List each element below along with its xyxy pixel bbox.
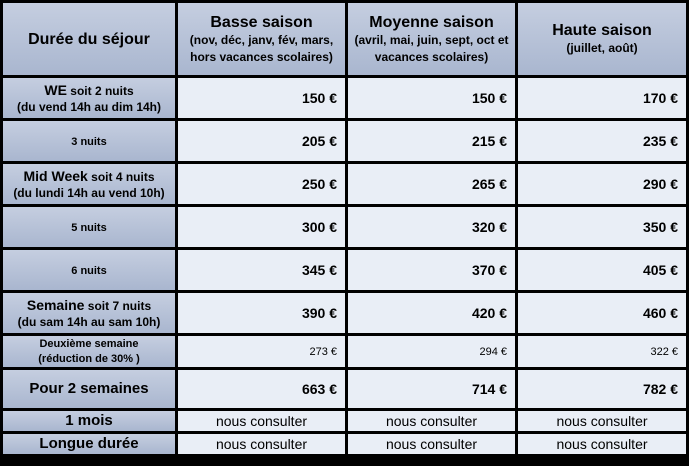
row-label: 6 nuits [3,250,175,290]
header-low-season: Basse saison (nov, déc, janv, fév, mars, hors vacances scolaires) [178,3,345,75]
row-label: Semaine soit 7 nuits (du sam 14h au sam 10h) [3,293,175,333]
header-mid-season: Moyenne saison (avril, mai, juin, sept, oct et vacances scolaires) [348,3,515,75]
price-low: 273 € [178,336,345,367]
price-high: 322 € [518,336,686,367]
price-mid: 420 € [348,293,515,333]
row-label: WE soit 2 nuits (du vend 14h au dim 14h) [3,78,175,118]
table-row [3,434,686,454]
price-mid: 150 € [348,78,515,118]
price-high: nous consulter [518,434,686,454]
price-high: nous consulter [518,411,686,431]
header-row [3,3,686,75]
table-row [3,250,686,290]
row-label: Pour 2 semaines [3,370,175,408]
price-high: 405 € [518,250,686,290]
price-high: 782 € [518,370,686,408]
price-low: 345 € [178,250,345,290]
header-duration: Durée du séjour [3,3,175,75]
price-mid: 320 € [348,207,515,247]
price-mid: nous consulter [348,434,515,454]
price-mid: 370 € [348,250,515,290]
header-high-season: Haute saison (juillet, août) [518,3,686,75]
table-row [3,336,686,367]
price-mid: nous consulter [348,411,515,431]
table-row [3,78,686,118]
row-label: 1 mois [3,411,175,431]
price-mid: 294 € [348,336,515,367]
table-row [3,121,686,161]
price-low: 150 € [178,78,345,118]
price-high: 170 € [518,78,686,118]
price-high: 350 € [518,207,686,247]
price-low: 205 € [178,121,345,161]
row-label: 5 nuits [3,207,175,247]
row-label: Mid Week soit 4 nuits (du lundi 14h au vend 10h) [3,164,175,204]
price-low: 663 € [178,370,345,408]
table-row [3,207,686,247]
price-high: 235 € [518,121,686,161]
table-row [3,293,686,333]
price-mid: 265 € [348,164,515,204]
table-row [3,370,686,408]
row-label: 3 nuits [3,121,175,161]
price-mid: 215 € [348,121,515,161]
table-row [3,164,686,204]
price-low: nous consulter [178,411,345,431]
price-low: 250 € [178,164,345,204]
price-low: 300 € [178,207,345,247]
price-mid: 714 € [348,370,515,408]
price-high: 460 € [518,293,686,333]
row-label: Longue durée [3,434,175,454]
table-row [3,411,686,431]
price-low: nous consulter [178,434,345,454]
price-high: 290 € [518,164,686,204]
price-low: 390 € [178,293,345,333]
row-label: Deuxième semaine (réduction de 30% ) [3,336,175,367]
